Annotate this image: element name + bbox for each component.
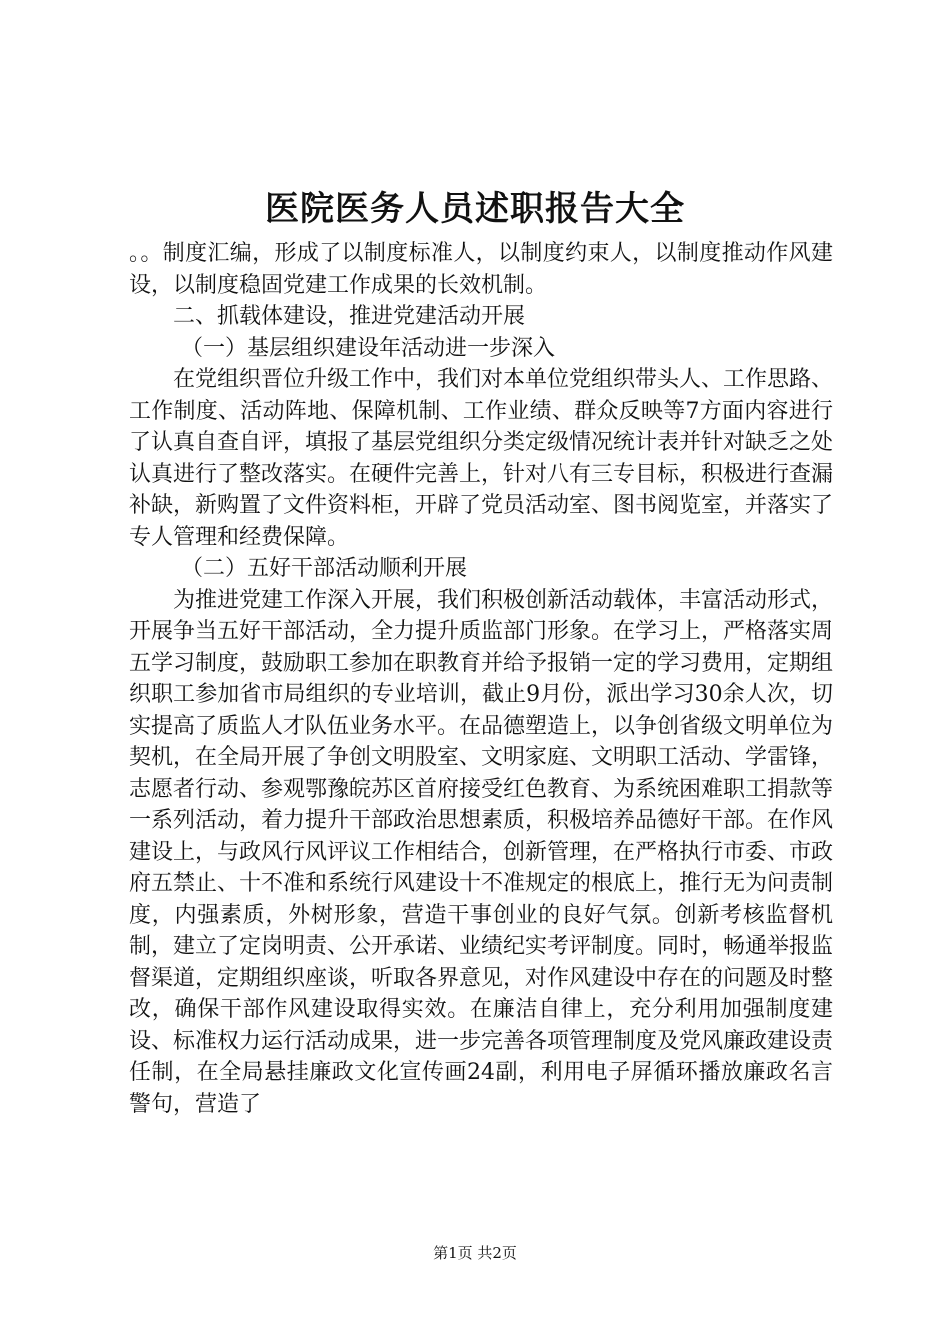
subsection-heading: （二）五好干部活动顺利开展 xyxy=(181,556,468,581)
document-body xyxy=(129,238,833,1120)
paragraph: 在党组织晋位升级工作中，我们对本单位党组织带头人、工作思路、工作制度、活动阵地、保障机制、工作业绩、群众反映等7方面内容进行了认真自查自评，填报了基层党组织分类定级情况统计表并针对缺乏之处认真进行了整改落实。在硬件完善上，针对八有三专目标，积极进行查漏补缺，新购置了文件资料柜，开辟了党员活动室、图书阅览室，并落实了专人管理和经费保障。 xyxy=(129,367,834,550)
paragraph: 为推进党建工作深入开展，我们积极创新活动载体，丰富活动形式，开展争当五好干部活动，全力提升质监部门形象。在学习上，严格落实周五学习制度，鼓励职工参加在职教育并给予报销一定的学习费用，定期组织职工参加省市局组织的专业培训，截止9月份，派出学习30余人次，切实提高了质监人才队伍业务水平。在品德塑造上，以争创省级文明单位为契机，在全局开展了争创文明股室、文明家庭、文明职工活动、学雷锋，志愿者行动、参观鄂豫皖苏区首府接受红色教育、为系统困难职工捐款等一系列活动，着力提升干部政治思想素质，积极培养品德好干部。在作风建设上，与政风行风评议工作相结合，创新管理，在严格执行市委、市政府五禁止、十不准和系统行风建设十不准规定的根底上，推行无为问责制度，内强素质，外树形象，营造干事创业的良好气氛。创新考核监督机制，建立了定岗明责、公开承诺、业绩纪实考评制度。同时，畅通举报监督渠道，定期组织座谈，听取各界意见，对作风建设中存在的问题及时整改，确保干部作风建设取得实效。在廉洁自律上，充分利用加强制度建设、标准权力运行活动成果，进一步完善各项管理制度及党风廉政建设责任制，在全局悬挂廉政文化宣传画24副，利用电子屏循环播放廉政名言警句，营造了 xyxy=(129,587,834,1117)
paragraph-continuation: 。。制度汇编，形成了以制度标准人，以制度约束人，以制度推动作风建设，以制度稳固党建工作成果的长效机制。 xyxy=(129,241,833,298)
page-footer xyxy=(0,1243,950,1263)
page-indicator: 第1页 共2页 xyxy=(433,1244,517,1262)
subsection-heading: （一）基层组织建设年活动进一步深入 xyxy=(181,335,556,361)
page-title: 医院医务人员述职报告大全 xyxy=(265,189,685,229)
section-heading: 二、抓载体建设，推进党建活动开展 xyxy=(173,304,526,329)
